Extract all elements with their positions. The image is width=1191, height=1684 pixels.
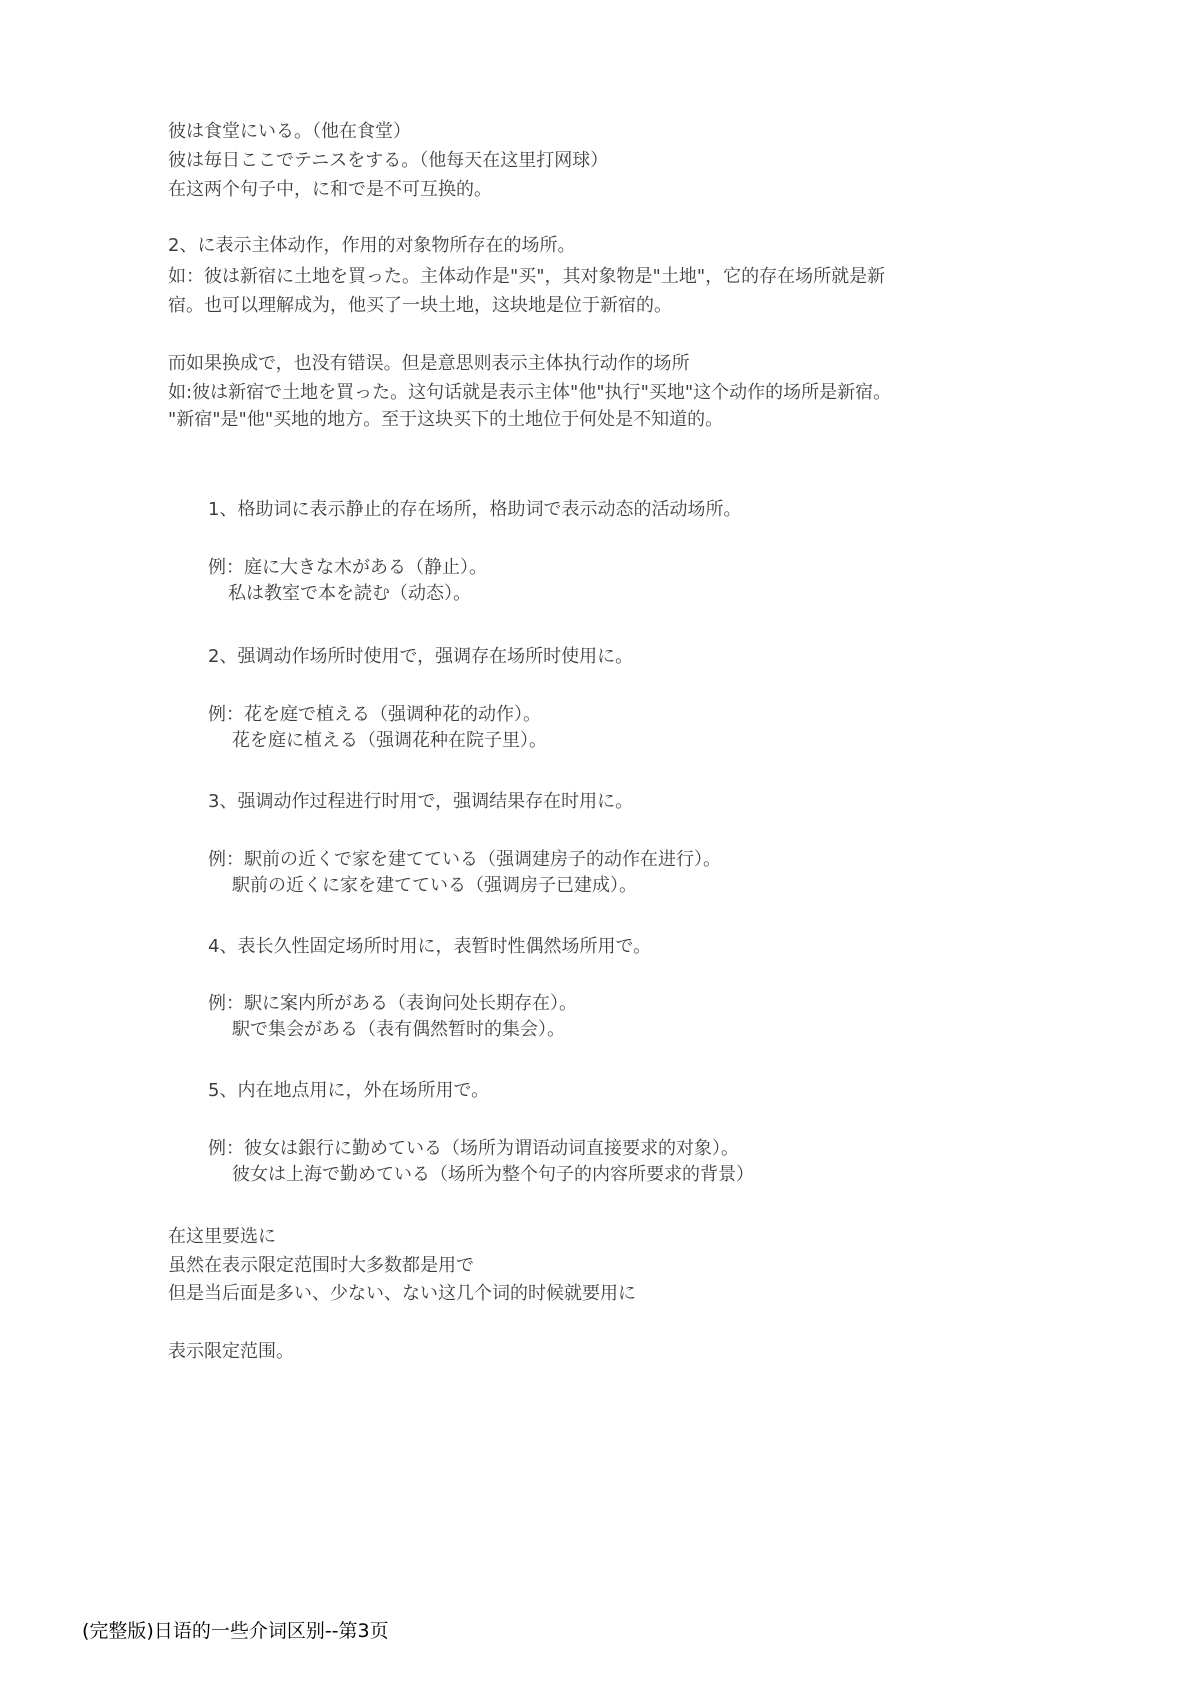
section2-example-line-2: 宿。也可以理解成为，他买了一块土地，这块地是位于新宿的。 — [168, 295, 672, 316]
rule-4-example-1: 例：駅に案内所がある（表询问处长期存在）。 — [208, 993, 577, 1014]
contrast-line-2: 如:彼は新宿で土地を買った。这句话就是表示主体"他"执行"买地"这个动作的场所是新宿。 — [168, 382, 892, 403]
section2-heading: 2、に表示主体动作，作用的对象物所存在的场所。 — [168, 235, 576, 256]
rule-4-example-2: 駅で集会がある（表有偶然暂时的集会）。 — [232, 1019, 565, 1040]
page-footer: (完整版)日语的一些介词区别--第3页 — [82, 1620, 389, 1642]
rule-5-heading: 5、内在地点用に，外在场所用で。 — [208, 1080, 490, 1101]
conclusion-line-1: 在这里要选に — [168, 1226, 276, 1247]
rule-1-example-1: 例：庭に大きな木がある（静止）。 — [208, 557, 487, 578]
rule-4-heading: 4、表长久性固定场所时用に，表暂时性偶然场所用で。 — [208, 936, 652, 957]
intro-line-2: 彼は毎日ここでテニスをする。（他每天在这里打网球） — [168, 150, 609, 171]
section2-example-line-1: 如：彼は新宿に土地を買った。主体动作是"买"，其对象物是"土地"，它的存在场所就是新 — [168, 266, 886, 287]
rule-3-heading: 3、强调动作过程进行时用で，强调结果存在时用に。 — [208, 791, 634, 812]
rule-2-example-1: 例：花を庭で植える（强调种花的动作）。 — [208, 704, 541, 725]
conclusion-final: 表示限定范围。 — [168, 1341, 294, 1362]
rule-2-heading: 2、强调动作场所时使用で，强调存在场所时使用に。 — [208, 646, 634, 667]
conclusion-line-2: 虽然在表示限定范围时大多数都是用で — [168, 1255, 474, 1276]
rule-3-example-2: 駅前の近くに家を建てている（强调房子已建成）。 — [232, 875, 637, 896]
rule-3-example-1: 例：駅前の近くで家を建てている（强调建房子的动作在进行）。 — [208, 849, 721, 870]
rule-2-example-2: 花を庭に植える（强调花种在院子里）。 — [232, 730, 547, 751]
intro-line-3: 在这两个句子中，に和で是不可互换的。 — [168, 179, 492, 200]
rule-1-example-2: 私は教室で本を読む（动态）。 — [228, 583, 471, 604]
intro-line-1: 彼は食堂にいる。（他在食堂） — [168, 121, 411, 142]
contrast-line-1: 而如果换成で，也没有错误。但是意思则表示主体执行动作的场所 — [168, 353, 690, 374]
rule-1-heading: 1、格助词に表示静止的存在场所，格助词で表示动态的活动场所。 — [208, 499, 742, 520]
rule-5-example-2: 彼女は上海で勤めている（场所为整个句子的内容所要求的背景） — [232, 1164, 754, 1185]
contrast-line-3: "新宿"是"他"买地的地方。至于这块买下的土地位于何处是不知道的。 — [168, 409, 724, 430]
rule-5-example-1: 例：彼女は銀行に勤めている（场所为谓语动词直接要求的对象）。 — [208, 1138, 739, 1159]
conclusion-line-3: 但是当后面是多い、少ない、ない这几个词的时候就要用に — [168, 1283, 636, 1304]
